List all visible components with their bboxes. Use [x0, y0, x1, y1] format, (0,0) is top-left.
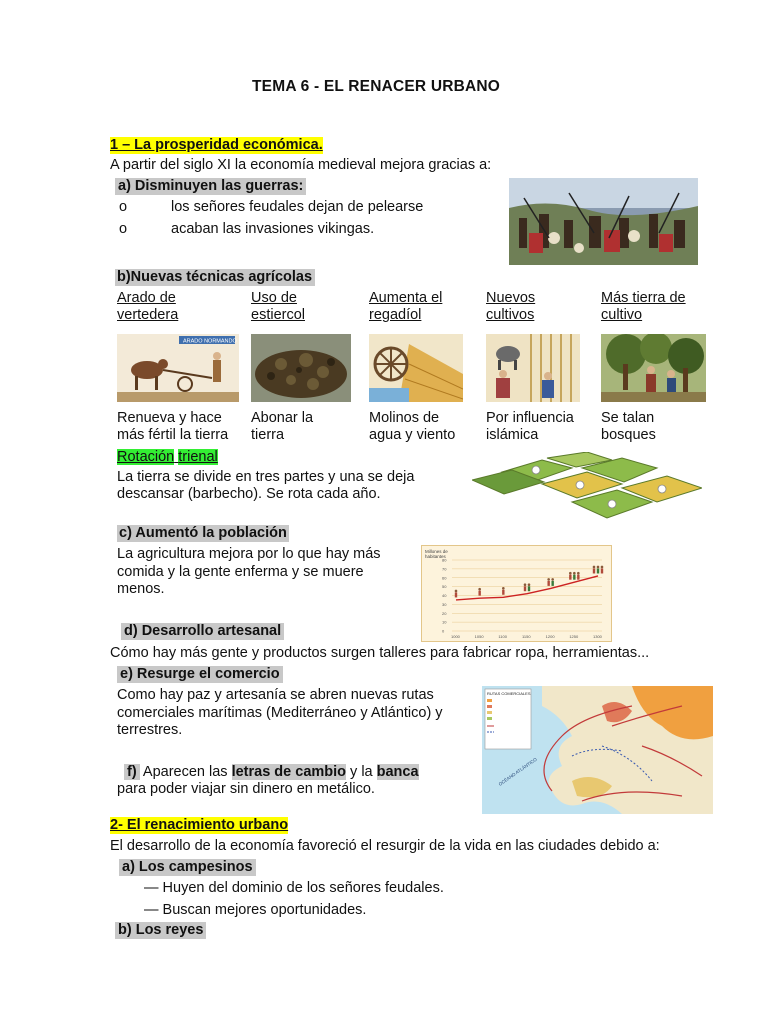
- technique-desc: Renueva y hace: [117, 410, 222, 426]
- population-line: [456, 576, 598, 600]
- chart-y-tick: 30: [442, 601, 447, 607]
- chart-x-tick: 1200: [545, 634, 555, 639]
- technique-desc: agua y viento: [369, 427, 456, 443]
- chart-point-figure: [455, 590, 458, 598]
- subsection-e-label: e) Resurge el comercio: [117, 666, 283, 683]
- technique-desc: tierra: [251, 427, 285, 443]
- list-item: — Huyen del dominio de los señores feudales.: [144, 880, 444, 896]
- chart-x-tick: 1050: [474, 634, 484, 639]
- crop-rotation-illustration: [472, 452, 702, 522]
- technique-title: cultivo: [601, 307, 643, 323]
- rotation-text: La tierra se divide en tres partes y una se deja: [117, 469, 415, 485]
- commerce-text: comerciales marítimas (Mediterráneo y Atlántico) y: [117, 705, 443, 721]
- chart-point-figure: [478, 588, 481, 596]
- technique-title: Nuevos: [486, 290, 536, 306]
- forest-clearing-illustration: [601, 334, 706, 402]
- chart-point-figure: [569, 572, 580, 580]
- subsection-2a-label: a) Los campesinos: [119, 859, 256, 876]
- section-2-intro: El desarrollo de la economía favoreció el resurgir de la vida en las ciudades debido a:: [110, 838, 660, 854]
- list-item: — Buscan mejores oportunidades.: [144, 902, 367, 918]
- subsection-d-label: d) Desarrollo artesanal: [121, 623, 284, 640]
- chart-point-figure: [547, 578, 554, 586]
- chart-x-tick: 1250: [569, 634, 579, 639]
- commerce-text: terrestres.: [117, 722, 183, 738]
- map-legend-title: RUTAS COMERCIALES: [487, 691, 531, 696]
- manure-illustration: [251, 334, 351, 402]
- section-2-heading: 2- El renacimiento urbano: [110, 817, 289, 833]
- technique-desc: más fértil la tierra: [117, 427, 229, 443]
- technique-title: vertedera: [117, 307, 179, 323]
- chart-x-tick: 1000: [451, 634, 460, 639]
- bullet-symbol: o: [119, 221, 128, 237]
- plough-image-label: ARADO NORMANDO: [183, 338, 237, 345]
- subsection-b-label: b)Nuevas técnicas agrícolas: [115, 269, 315, 286]
- chart-y-tick: 60: [442, 575, 447, 581]
- subsection-2b-label: b) Los reyes: [115, 922, 206, 939]
- chart-y-tick: 0: [442, 628, 445, 634]
- technique-title: Aumenta el: [369, 290, 443, 306]
- subsection-f-label: f): [124, 764, 140, 780]
- population-chart-svg: [422, 546, 611, 641]
- f-text: Aparecen las: [139, 764, 232, 780]
- subsection-a-label: a) Disminuyen las guerras:: [115, 178, 306, 195]
- chart-y-tick: 50: [442, 584, 447, 590]
- chart-ylabel: Millones de: [425, 549, 448, 554]
- rotation-text: descansar (barbecho). Se rota cada año.: [117, 486, 381, 502]
- page-title: TEMA 6 - EL RENACER URBANO: [252, 78, 501, 95]
- artisan-text: Cómo hay más gente y productos surgen talleres para fabricar ropa, herramientas...: [110, 645, 650, 661]
- technique-desc: Se talan: [601, 410, 655, 426]
- population-text: comida y la gente enferma y se muere: [117, 564, 364, 580]
- trade-routes-map: [482, 686, 713, 814]
- f-keyword: letras de cambio: [231, 764, 347, 780]
- chart-x-tick: 1150: [522, 634, 531, 639]
- map-ocean-label: OCÉANO ATLÁNTICO: [497, 756, 538, 787]
- technique-title: regadíol: [369, 307, 422, 323]
- subsection-c-label: c) Aumentó la población: [119, 525, 287, 541]
- chart-y-tick: 10: [442, 619, 447, 625]
- list-item: los señores feudales dejan de pelearse: [171, 199, 424, 215]
- chart-ylabel: habitantes: [425, 554, 446, 559]
- population-text: menos.: [117, 581, 165, 597]
- technique-title: Más tierra de: [601, 290, 686, 306]
- technique-desc: bosques: [601, 427, 656, 443]
- chart-x-tick: 1300: [593, 634, 602, 639]
- chart-y-tick: 80: [442, 557, 447, 563]
- technique-title: estiercol: [251, 307, 305, 323]
- list-item: acaban las invasiones vikingas.: [171, 221, 375, 237]
- chart-x-tick: 1100: [498, 634, 507, 639]
- f-text: y la: [346, 764, 377, 780]
- commerce-text: Como hay paz y artesanía se abren nuevas rutas: [117, 687, 434, 703]
- chart-point-figure: [524, 583, 531, 591]
- f-keyword: banca: [376, 764, 419, 780]
- chart-point-figure: [502, 587, 505, 595]
- chart-y-tick: 40: [442, 593, 447, 598]
- population-chart: [421, 545, 612, 642]
- technique-desc: Abonar la: [251, 410, 314, 426]
- plough-illustration: [117, 334, 239, 402]
- chart-y-tick: 70: [442, 566, 447, 572]
- technique-title: cultivos: [486, 307, 535, 323]
- section-1-intro: A partir del siglo XI la economía medieval mejora gracias a:: [110, 157, 492, 173]
- section-1-heading: 1 – La prosperidad económica.: [110, 137, 323, 153]
- technique-desc: islámica: [486, 427, 539, 443]
- battle-illustration: [509, 178, 698, 265]
- f-text-line2: para poder viajar sin dinero en metálico.: [117, 781, 375, 797]
- technique-title: Arado de: [117, 290, 176, 306]
- crops-illustration: [486, 334, 580, 402]
- technique-desc: Molinos de: [369, 410, 440, 426]
- chart-y-tick: 20: [442, 610, 447, 616]
- technique-desc: Por influencia: [486, 410, 574, 426]
- chart-point-figure: [593, 566, 604, 574]
- rotation-word-2: trienal: [178, 449, 218, 465]
- technique-title: Uso de: [251, 290, 297, 306]
- population-text: La agricultura mejora por lo que hay más: [117, 546, 381, 562]
- rotation-word-1: Rotación: [117, 449, 175, 465]
- bullet-symbol: o: [119, 199, 128, 215]
- subsection-f-line: [124, 764, 419, 781]
- rotation-heading: [117, 449, 218, 466]
- watermill-illustration: [369, 334, 463, 402]
